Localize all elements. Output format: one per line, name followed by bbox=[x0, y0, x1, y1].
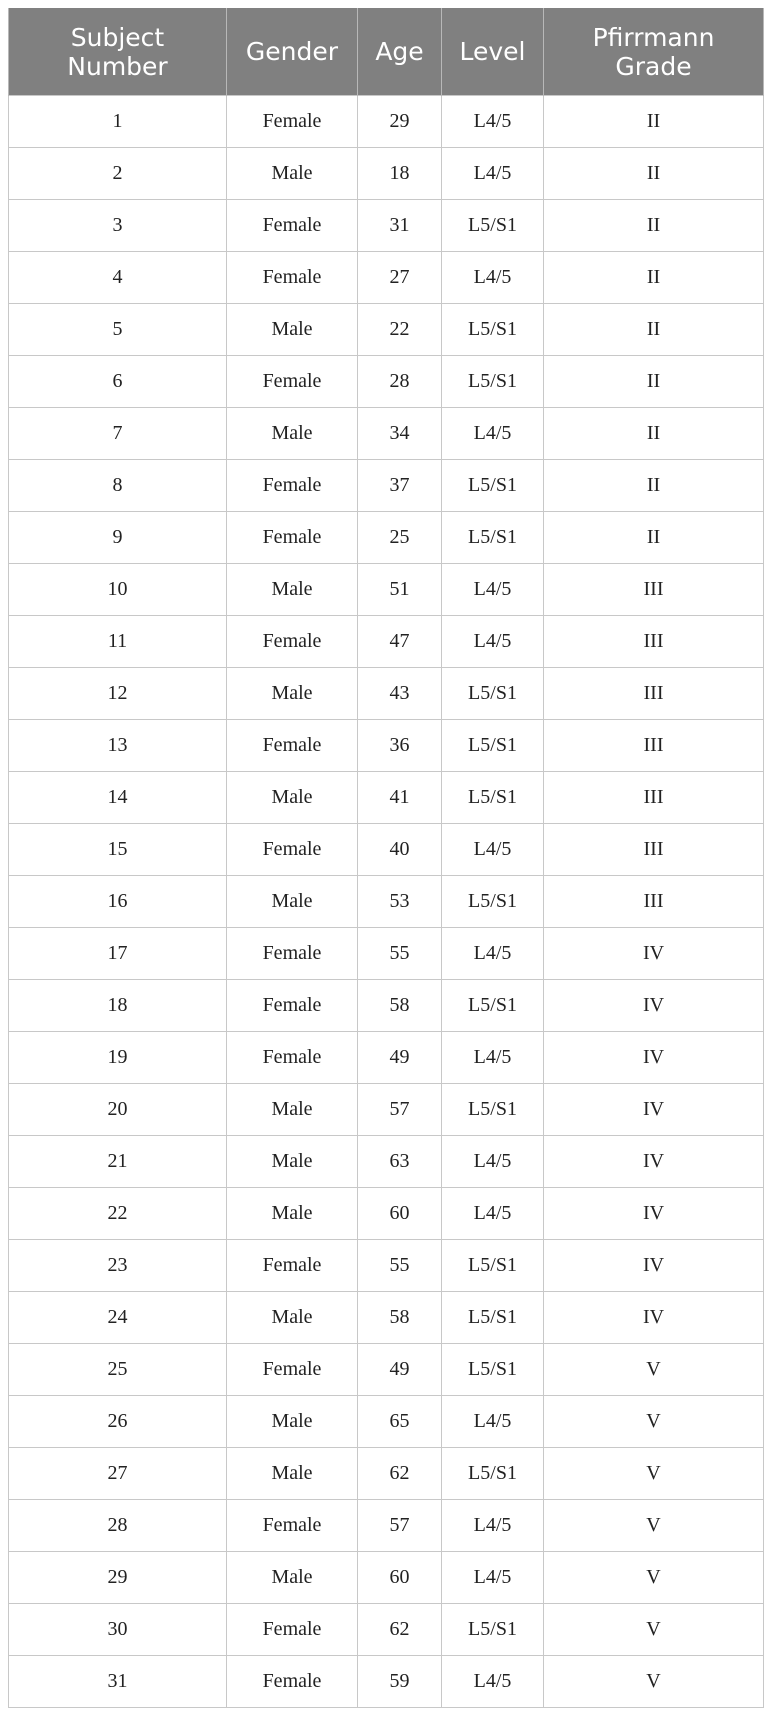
cell-subject-number: 5 bbox=[9, 304, 227, 356]
cell-subject-number: 8 bbox=[9, 460, 227, 512]
cell-subject-number: 21 bbox=[9, 1136, 227, 1188]
table-row bbox=[9, 668, 764, 720]
cell-gender: Female bbox=[227, 1604, 358, 1656]
cell-gender: Male bbox=[227, 1084, 358, 1136]
cell-age: 34 bbox=[358, 408, 442, 460]
cell-subject-number: 18 bbox=[9, 980, 227, 1032]
cell-subject-number: 27 bbox=[9, 1448, 227, 1500]
cell-level: L5/S1 bbox=[442, 1448, 544, 1500]
cell-level: L5/S1 bbox=[442, 356, 544, 408]
cell-gender: Male bbox=[227, 668, 358, 720]
cell-subject-number: 7 bbox=[9, 408, 227, 460]
cell-gender: Female bbox=[227, 1656, 358, 1708]
cell-gender: Male bbox=[227, 1448, 358, 1500]
cell-level: L5/S1 bbox=[442, 200, 544, 252]
cell-gender: Female bbox=[227, 96, 358, 148]
table-row bbox=[9, 1604, 764, 1656]
cell-pfirrmann-grade: V bbox=[544, 1552, 764, 1604]
cell-level: L4/5 bbox=[442, 1656, 544, 1708]
table-row bbox=[9, 1240, 764, 1292]
table-row bbox=[9, 1552, 764, 1604]
cell-age: 40 bbox=[358, 824, 442, 876]
cell-pfirrmann-grade: IV bbox=[544, 1084, 764, 1136]
cell-level: L5/S1 bbox=[442, 460, 544, 512]
cell-level: L4/5 bbox=[442, 1396, 544, 1448]
cell-age: 47 bbox=[358, 616, 442, 668]
cell-gender: Male bbox=[227, 148, 358, 200]
cell-gender: Female bbox=[227, 1500, 358, 1552]
cell-age: 65 bbox=[358, 1396, 442, 1448]
table-row bbox=[9, 1136, 764, 1188]
table-row bbox=[9, 408, 764, 460]
cell-level: L5/S1 bbox=[442, 512, 544, 564]
table-row bbox=[9, 720, 764, 772]
cell-age: 43 bbox=[358, 668, 442, 720]
subjects-table bbox=[8, 8, 764, 1708]
header-pfirrmann-grade: Pfirrmann Grade bbox=[544, 8, 764, 96]
cell-age: 60 bbox=[358, 1552, 442, 1604]
cell-subject-number: 13 bbox=[9, 720, 227, 772]
cell-level: L4/5 bbox=[442, 616, 544, 668]
cell-subject-number: 22 bbox=[9, 1188, 227, 1240]
cell-pfirrmann-grade: IV bbox=[544, 1292, 764, 1344]
cell-gender: Male bbox=[227, 408, 358, 460]
cell-pfirrmann-grade: II bbox=[544, 148, 764, 200]
table-row bbox=[9, 1032, 764, 1084]
cell-age: 58 bbox=[358, 980, 442, 1032]
cell-level: L4/5 bbox=[442, 1032, 544, 1084]
cell-level: L5/S1 bbox=[442, 1240, 544, 1292]
cell-pfirrmann-grade: III bbox=[544, 564, 764, 616]
cell-pfirrmann-grade: IV bbox=[544, 928, 764, 980]
cell-subject-number: 26 bbox=[9, 1396, 227, 1448]
table-row bbox=[9, 980, 764, 1032]
header-row bbox=[9, 8, 764, 96]
cell-subject-number: 3 bbox=[9, 200, 227, 252]
cell-gender: Male bbox=[227, 304, 358, 356]
cell-age: 27 bbox=[358, 252, 442, 304]
cell-subject-number: 25 bbox=[9, 1344, 227, 1396]
cell-level: L4/5 bbox=[442, 408, 544, 460]
cell-pfirrmann-grade: III bbox=[544, 824, 764, 876]
cell-gender: Male bbox=[227, 1292, 358, 1344]
cell-age: 53 bbox=[358, 876, 442, 928]
table-row bbox=[9, 1292, 764, 1344]
cell-age: 62 bbox=[358, 1448, 442, 1500]
cell-gender: Female bbox=[227, 512, 358, 564]
cell-pfirrmann-grade: V bbox=[544, 1500, 764, 1552]
cell-gender: Female bbox=[227, 1032, 358, 1084]
cell-level: L4/5 bbox=[442, 1136, 544, 1188]
cell-level: L4/5 bbox=[442, 1500, 544, 1552]
cell-gender: Female bbox=[227, 356, 358, 408]
cell-level: L4/5 bbox=[442, 148, 544, 200]
cell-pfirrmann-grade: II bbox=[544, 200, 764, 252]
cell-age: 22 bbox=[358, 304, 442, 356]
cell-level: L5/S1 bbox=[442, 720, 544, 772]
cell-pfirrmann-grade: V bbox=[544, 1344, 764, 1396]
cell-subject-number: 6 bbox=[9, 356, 227, 408]
cell-gender: Female bbox=[227, 928, 358, 980]
table-row bbox=[9, 96, 764, 148]
header-level: Level bbox=[442, 8, 544, 96]
cell-level: L4/5 bbox=[442, 1188, 544, 1240]
cell-gender: Male bbox=[227, 772, 358, 824]
table-row bbox=[9, 876, 764, 928]
cell-subject-number: 9 bbox=[9, 512, 227, 564]
table-row bbox=[9, 1656, 764, 1708]
table-row bbox=[9, 564, 764, 616]
cell-age: 31 bbox=[358, 200, 442, 252]
cell-age: 49 bbox=[358, 1344, 442, 1396]
cell-subject-number: 14 bbox=[9, 772, 227, 824]
cell-pfirrmann-grade: II bbox=[544, 304, 764, 356]
cell-pfirrmann-grade: III bbox=[544, 616, 764, 668]
cell-age: 60 bbox=[358, 1188, 442, 1240]
cell-level: L5/S1 bbox=[442, 876, 544, 928]
table-row bbox=[9, 1344, 764, 1396]
cell-gender: Female bbox=[227, 200, 358, 252]
cell-level: L5/S1 bbox=[442, 1604, 544, 1656]
cell-pfirrmann-grade: III bbox=[544, 720, 764, 772]
table-row bbox=[9, 512, 764, 564]
cell-level: L4/5 bbox=[442, 564, 544, 616]
table-row bbox=[9, 1084, 764, 1136]
cell-age: 55 bbox=[358, 1240, 442, 1292]
table-row bbox=[9, 928, 764, 980]
cell-subject-number: 11 bbox=[9, 616, 227, 668]
cell-subject-number: 23 bbox=[9, 1240, 227, 1292]
cell-level: L4/5 bbox=[442, 824, 544, 876]
cell-level: L5/S1 bbox=[442, 772, 544, 824]
cell-age: 25 bbox=[358, 512, 442, 564]
table-row bbox=[9, 1500, 764, 1552]
cell-gender: Male bbox=[227, 1136, 358, 1188]
table-row bbox=[9, 356, 764, 408]
cell-gender: Female bbox=[227, 252, 358, 304]
cell-pfirrmann-grade: V bbox=[544, 1396, 764, 1448]
table-row bbox=[9, 772, 764, 824]
cell-age: 28 bbox=[358, 356, 442, 408]
cell-subject-number: 2 bbox=[9, 148, 227, 200]
cell-subject-number: 4 bbox=[9, 252, 227, 304]
cell-age: 57 bbox=[358, 1084, 442, 1136]
table-row bbox=[9, 1448, 764, 1500]
cell-gender: Male bbox=[227, 876, 358, 928]
cell-gender: Female bbox=[227, 460, 358, 512]
cell-pfirrmann-grade: II bbox=[544, 252, 764, 304]
cell-level: L5/S1 bbox=[442, 1344, 544, 1396]
cell-age: 36 bbox=[358, 720, 442, 772]
cell-age: 41 bbox=[358, 772, 442, 824]
cell-level: L4/5 bbox=[442, 1552, 544, 1604]
cell-age: 63 bbox=[358, 1136, 442, 1188]
cell-age: 58 bbox=[358, 1292, 442, 1344]
cell-age: 18 bbox=[358, 148, 442, 200]
cell-pfirrmann-grade: IV bbox=[544, 1136, 764, 1188]
header-gender: Gender bbox=[227, 8, 358, 96]
cell-subject-number: 20 bbox=[9, 1084, 227, 1136]
cell-gender: Female bbox=[227, 1344, 358, 1396]
cell-age: 59 bbox=[358, 1656, 442, 1708]
cell-subject-number: 30 bbox=[9, 1604, 227, 1656]
cell-gender: Female bbox=[227, 1240, 358, 1292]
cell-subject-number: 12 bbox=[9, 668, 227, 720]
cell-subject-number: 28 bbox=[9, 1500, 227, 1552]
cell-age: 55 bbox=[358, 928, 442, 980]
table-header bbox=[9, 8, 764, 96]
cell-pfirrmann-grade: II bbox=[544, 408, 764, 460]
cell-gender: Male bbox=[227, 1396, 358, 1448]
cell-pfirrmann-grade: IV bbox=[544, 1240, 764, 1292]
cell-gender: Female bbox=[227, 980, 358, 1032]
cell-pfirrmann-grade: IV bbox=[544, 980, 764, 1032]
cell-gender: Female bbox=[227, 824, 358, 876]
cell-age: 49 bbox=[358, 1032, 442, 1084]
cell-pfirrmann-grade: V bbox=[544, 1604, 764, 1656]
cell-subject-number: 15 bbox=[9, 824, 227, 876]
cell-level: L4/5 bbox=[442, 96, 544, 148]
table-row bbox=[9, 252, 764, 304]
table-body bbox=[9, 96, 764, 1708]
cell-pfirrmann-grade: III bbox=[544, 668, 764, 720]
header-age: Age bbox=[358, 8, 442, 96]
cell-subject-number: 10 bbox=[9, 564, 227, 616]
cell-age: 62 bbox=[358, 1604, 442, 1656]
cell-pfirrmann-grade: V bbox=[544, 1656, 764, 1708]
cell-subject-number: 31 bbox=[9, 1656, 227, 1708]
cell-pfirrmann-grade: V bbox=[544, 1448, 764, 1500]
table-row bbox=[9, 616, 764, 668]
table-row bbox=[9, 304, 764, 356]
header-subject-number: Subject Number bbox=[9, 8, 227, 96]
cell-pfirrmann-grade: II bbox=[544, 460, 764, 512]
cell-subject-number: 17 bbox=[9, 928, 227, 980]
cell-level: L4/5 bbox=[442, 928, 544, 980]
cell-gender: Female bbox=[227, 616, 358, 668]
cell-age: 29 bbox=[358, 96, 442, 148]
table-row bbox=[9, 824, 764, 876]
cell-pfirrmann-grade: III bbox=[544, 772, 764, 824]
cell-subject-number: 16 bbox=[9, 876, 227, 928]
cell-subject-number: 29 bbox=[9, 1552, 227, 1604]
cell-level: L5/S1 bbox=[442, 668, 544, 720]
cell-gender: Male bbox=[227, 1188, 358, 1240]
cell-level: L5/S1 bbox=[442, 304, 544, 356]
cell-gender: Female bbox=[227, 720, 358, 772]
cell-age: 37 bbox=[358, 460, 442, 512]
cell-gender: Male bbox=[227, 564, 358, 616]
cell-pfirrmann-grade: III bbox=[544, 876, 764, 928]
cell-pfirrmann-grade: IV bbox=[544, 1032, 764, 1084]
cell-pfirrmann-grade: II bbox=[544, 512, 764, 564]
table-row bbox=[9, 1188, 764, 1240]
cell-subject-number: 1 bbox=[9, 96, 227, 148]
table-row bbox=[9, 460, 764, 512]
cell-subject-number: 19 bbox=[9, 1032, 227, 1084]
table-row bbox=[9, 148, 764, 200]
cell-age: 51 bbox=[358, 564, 442, 616]
table-row bbox=[9, 1396, 764, 1448]
cell-age: 57 bbox=[358, 1500, 442, 1552]
cell-level: L5/S1 bbox=[442, 1084, 544, 1136]
cell-pfirrmann-grade: II bbox=[544, 96, 764, 148]
cell-level: L5/S1 bbox=[442, 1292, 544, 1344]
cell-gender: Male bbox=[227, 1552, 358, 1604]
cell-pfirrmann-grade: II bbox=[544, 356, 764, 408]
table-row bbox=[9, 200, 764, 252]
cell-level: L4/5 bbox=[442, 252, 544, 304]
cell-pfirrmann-grade: IV bbox=[544, 1188, 764, 1240]
cell-level: L5/S1 bbox=[442, 980, 544, 1032]
cell-subject-number: 24 bbox=[9, 1292, 227, 1344]
